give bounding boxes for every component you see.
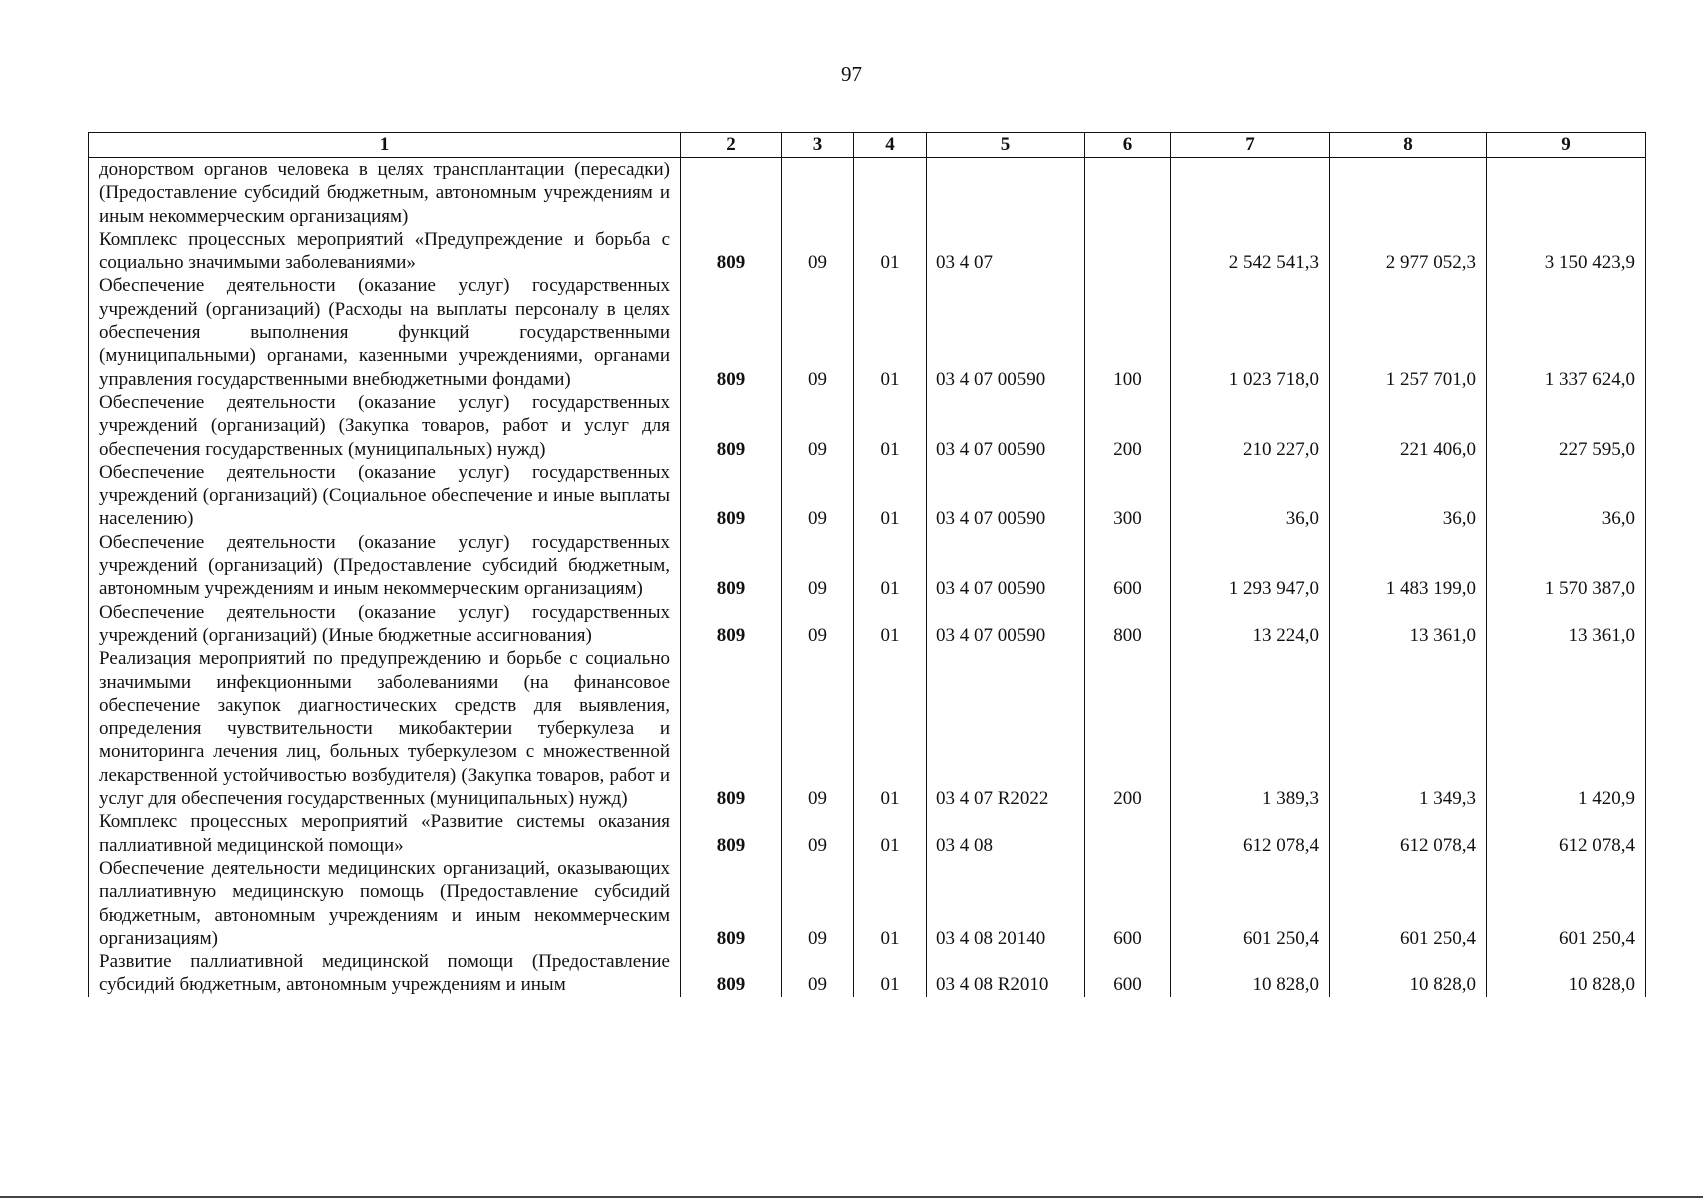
row-amount-3: 36,0 [1487,461,1646,531]
row-target-code: 03 4 07 [927,228,1085,275]
row-expense-type: 600 [1085,857,1171,950]
table-row [89,647,1646,810]
row-grbs [681,158,782,228]
table-row [89,274,1646,390]
row-amount-3: 612 078,4 [1487,810,1646,857]
header-col-4: 4 [854,133,927,158]
row-expense-type [1085,158,1171,228]
row-amount-1: 210 227,0 [1171,391,1330,461]
table-row [89,950,1646,997]
table-header-row [89,133,1646,158]
row-description: Обеспечение деятельности (оказание услуг) государственных учреждений (организаций) (Иные бюджетные ассигнования) [89,601,681,648]
row-amount-2: 10 828,0 [1330,950,1487,997]
row-section: 09 [782,950,854,997]
row-amount-1: 13 224,0 [1171,601,1330,648]
row-amount-3: 1 570 387,0 [1487,531,1646,601]
row-subsection: 01 [854,391,927,461]
header-col-1: 1 [89,133,681,158]
row-amount-3 [1487,158,1646,228]
row-amount-2: 601 250,4 [1330,857,1487,950]
row-target-code: 03 4 08 [927,810,1085,857]
row-expense-type: 300 [1085,461,1171,531]
row-subsection: 01 [854,647,927,810]
table-row [89,391,1646,461]
header-col-8: 8 [1330,133,1487,158]
row-subsection: 01 [854,228,927,275]
row-target-code: 03 4 07 00590 [927,601,1085,648]
header-col-3: 3 [782,133,854,158]
row-description: донорством органов человека в целях трансплантации (пересадки) (Предоставление субсидий бюджетным, автономным учреждениям и иным некоммерческим организациям) [89,158,681,228]
row-amount-2: 1 349,3 [1330,647,1487,810]
row-section: 09 [782,228,854,275]
row-expense-type: 600 [1085,531,1171,601]
table-row [89,810,1646,857]
row-subsection: 01 [854,810,927,857]
row-amount-2: 221 406,0 [1330,391,1487,461]
row-subsection: 01 [854,461,927,531]
row-section: 09 [782,274,854,390]
row-section: 09 [782,461,854,531]
row-amount-1: 2 542 541,3 [1171,228,1330,275]
row-grbs: 809 [681,228,782,275]
row-amount-3: 13 361,0 [1487,601,1646,648]
row-section: 09 [782,601,854,648]
row-section: 09 [782,531,854,601]
row-target-code: 03 4 07 00590 [927,391,1085,461]
header-col-5: 5 [927,133,1085,158]
row-amount-2: 36,0 [1330,461,1487,531]
row-amount-2: 2 977 052,3 [1330,228,1487,275]
row-description: Развитие паллиативной медицинской помощи (Предоставление субсидий бюджетным, автономным учреждениям и иным [89,950,681,997]
row-description: Обеспечение деятельности (оказание услуг) государственных учреждений (организаций) (Закупка товаров, работ и услуг для обеспечения государственных (муниципальных) нужд) [89,391,681,461]
row-section: 09 [782,810,854,857]
header-col-7: 7 [1171,133,1330,158]
row-target-code: 03 4 07 00590 [927,274,1085,390]
row-subsection: 01 [854,531,927,601]
scan-edge-line [0,1196,1703,1198]
row-grbs: 809 [681,461,782,531]
header-col-2: 2 [681,133,782,158]
row-description: Обеспечение деятельности (оказание услуг) государственных учреждений (организаций) (Предоставление субсидий бюджетным, автономным учреждениям и иным некоммерческим организациям) [89,531,681,601]
row-description: Комплекс процессных мероприятий «Предупреждение и борьба с социально значимыми заболеваниями» [89,228,681,275]
row-amount-3: 601 250,4 [1487,857,1646,950]
row-expense-type [1085,228,1171,275]
row-target-code [927,158,1085,228]
row-amount-1: 1 293 947,0 [1171,531,1330,601]
row-expense-type: 800 [1085,601,1171,648]
row-subsection: 01 [854,950,927,997]
row-section: 09 [782,647,854,810]
table-row [89,228,1646,275]
row-section: 09 [782,391,854,461]
row-amount-2: 13 361,0 [1330,601,1487,648]
row-expense-type [1085,810,1171,857]
row-amount-2: 612 078,4 [1330,810,1487,857]
budget-table [88,132,1646,997]
row-amount-1: 1 389,3 [1171,647,1330,810]
row-amount-3: 10 828,0 [1487,950,1646,997]
row-amount-2: 1 483 199,0 [1330,531,1487,601]
row-amount-1: 10 828,0 [1171,950,1330,997]
row-expense-type: 200 [1085,647,1171,810]
row-subsection: 01 [854,601,927,648]
header-col-9: 9 [1487,133,1646,158]
row-amount-1: 601 250,4 [1171,857,1330,950]
row-grbs: 809 [681,950,782,997]
row-description: Обеспечение деятельности (оказание услуг) государственных учреждений (организаций) (Социальное обеспечение и иные выплаты населению) [89,461,681,531]
row-expense-type: 100 [1085,274,1171,390]
row-grbs: 809 [681,274,782,390]
row-expense-type: 200 [1085,391,1171,461]
row-expense-type: 600 [1085,950,1171,997]
row-section: 09 [782,857,854,950]
row-amount-2 [1330,158,1487,228]
row-description: Реализация мероприятий по предупреждению и борьбе с социально значимыми инфекционными заболеваниями (на финансовое обеспечение закупок диагностических средств для выявления, определения чувствительности микобактерии туберкулеза и мониторинга лечения лиц, больных туберкулезом с множественной лекарственной устойчивостью возбудителя) (Закупка товаров, работ и услуг для обеспечения государственных (муниципальных) нужд) [89,647,681,810]
row-target-code: 03 4 07 R2022 [927,647,1085,810]
row-amount-1 [1171,158,1330,228]
row-target-code: 03 4 08 R2010 [927,950,1085,997]
table-row [89,531,1646,601]
row-grbs: 809 [681,647,782,810]
row-grbs: 809 [681,857,782,950]
row-amount-3: 1 420,9 [1487,647,1646,810]
page-number: 97 [841,62,862,86]
row-target-code: 03 4 07 00590 [927,531,1085,601]
row-grbs: 809 [681,810,782,857]
table-row [89,857,1646,950]
header-col-6: 6 [1085,133,1171,158]
row-section [782,158,854,228]
row-description: Обеспечение деятельности (оказание услуг) государственных учреждений (организаций) (Расходы на выплаты персоналу в целях обеспечения выполнения функций государственными (муниципальными) органами, казенными учреждениями, органами управления государственными внебюджетными фондами) [89,274,681,390]
table-row [89,158,1646,228]
row-amount-2: 1 257 701,0 [1330,274,1487,390]
row-amount-1: 1 023 718,0 [1171,274,1330,390]
row-grbs: 809 [681,391,782,461]
row-target-code: 03 4 08 20140 [927,857,1085,950]
row-subsection: 01 [854,857,927,950]
row-subsection: 01 [854,274,927,390]
row-grbs: 809 [681,601,782,648]
row-amount-1: 36,0 [1171,461,1330,531]
row-subsection [854,158,927,228]
table-row [89,461,1646,531]
row-target-code: 03 4 07 00590 [927,461,1085,531]
row-description: Комплекс процессных мероприятий «Развитие системы оказания паллиативной медицинской помощи» [89,810,681,857]
row-amount-3: 1 337 624,0 [1487,274,1646,390]
row-description: Обеспечение деятельности медицинских организаций, оказывающих паллиативную медицинскую помощь (Предоставление субсидий бюджетным, автономным учреждениям и иным некоммерческим организациям) [89,857,681,950]
row-amount-1: 612 078,4 [1171,810,1330,857]
row-amount-3: 3 150 423,9 [1487,228,1646,275]
row-amount-3: 227 595,0 [1487,391,1646,461]
row-grbs: 809 [681,531,782,601]
table-row [89,601,1646,648]
